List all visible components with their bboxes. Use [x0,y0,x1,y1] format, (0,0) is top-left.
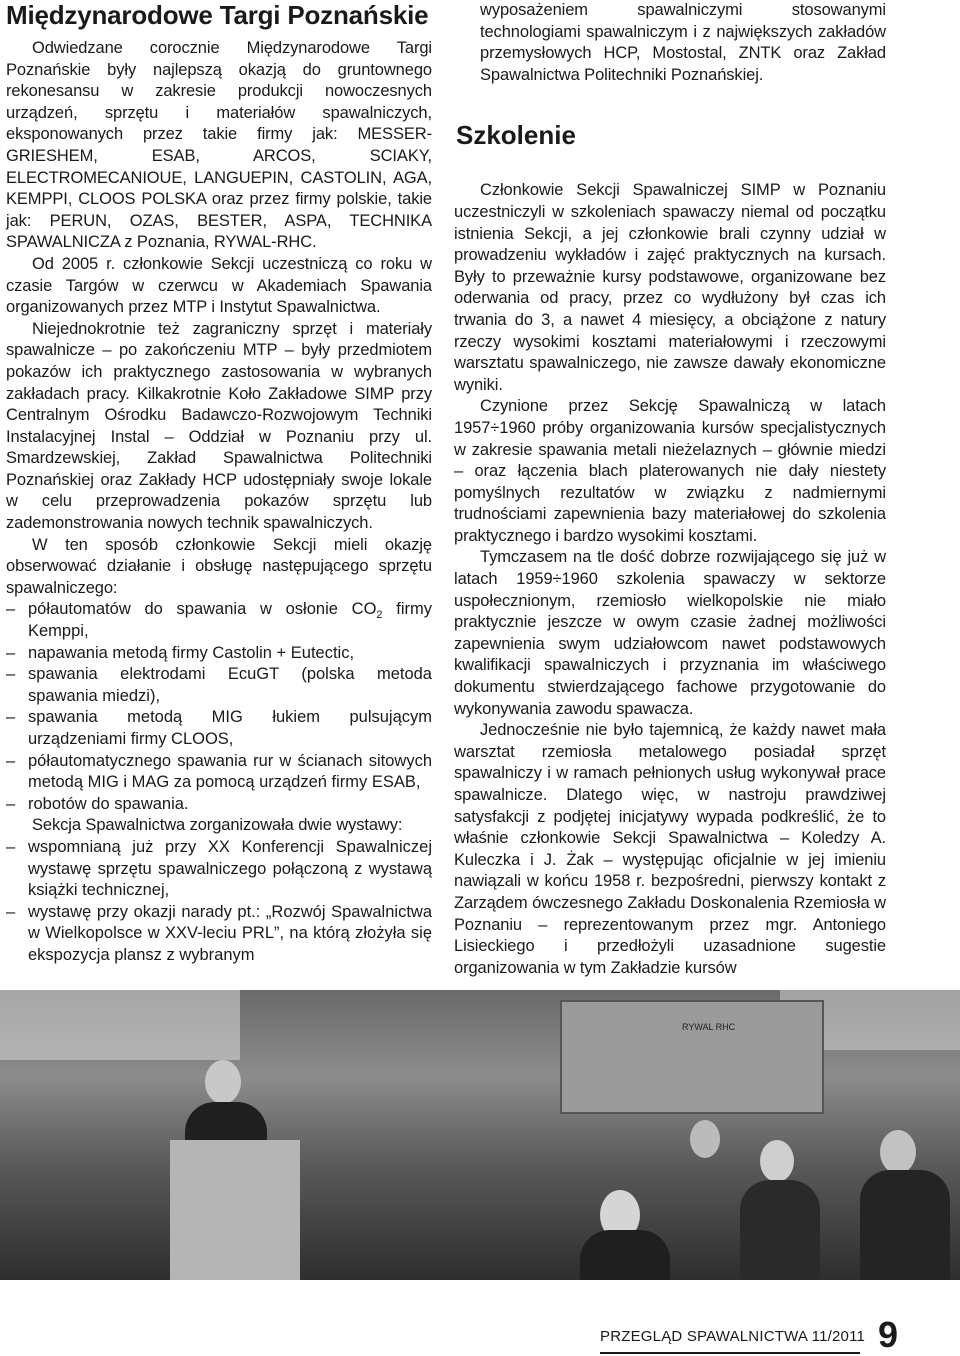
exhibitions-list [6,837,432,967]
lectern [170,1140,300,1280]
list-item: – półautomatów do spawania w osłonie $CO_2$ firmy Kemppi, [6,599,432,642]
paragraph: Niejednokrotnie też zagraniczny sprzęt i materiały spawalnicze – po zakończeniu MTP – były przedmiotem pokazów ich praktycznego zastosowania w wybranych zakładach pracy. Kilkakrotnie Koło Zakładowe SIMP przy Centralnym Ośrodku Badawczo-Rozwojowym Techniki Instalacyjnej Instal – Oddział w Poznaniu przy ul. Smardzewskiej, Zakład Spawalnictwa Politechniki Poznańskiej oraz Zakłady HCP udostępniały swoje lokale w celu przeprowadzenia pokazów sprzętu lub zademonstrowania nowych technik spawalniczych. [6,319,432,533]
list-item: – wystawę przy okazji narady pt.: „Rozwój Spawalnictwa w Wielkopolsce w XXV-leciu PRL”, na którą złożyła się ekspozycja plansz z wybranym [6,902,432,967]
poster-board [560,1000,824,1114]
list-item: – napawania metodą firmy Castolin + Eutectic, [6,643,432,665]
list-item: – półautomatycznego spawania rur w ścianach sitowych metodą MIG i MAG za pomocą urządzeń firmy ESAB, [6,751,432,794]
paragraph: Członkowie Sekcji Spawalniczej SIMP w Poznaniu uczestniczyli w szkoleniach spawaczy niemal od początku istnienia Sekcji, a jej członkowie brali czynny udział w prowadzeniu wykładów i zajęć praktycznych na kursach. Były to przeważnie kursy podstawowe, organizowane bez oderwania od pracy, przez co wydłużony był czas ich trwania do 3, a nawet 4 miesięcy, a obciążone z natury rzeczy wysokimi kosztami materiałowymi i rzeczowymi warsztatu spawalniczego, nie zawsze dawały ekonomiczne wyniki. [454,181,886,394]
subscript: 2 [376,609,383,622]
section-title: Szkolenie [456,120,576,150]
paragraph: wyposażeniem spawalniczymi stosowanymi technologiami spawalniczym i z największych zakładów przemysłowych HCP, Mostostal, ZNTK oraz Zakład Spawalnictwa Politechniki Poznańskiej. [480,1,886,84]
equipment-list [6,599,432,815]
paragraph: W ten sposób członkowie Sekcji mieli okazję obserwować działanie i obsługę następującego sprzętu spawalniczego: [6,535,432,597]
paragraph: Czynione przez Sekcję Spawalniczą w latach 1957÷1960 próby organizowania kursów specjalistycznych w zakresie spawania metali nieżelaznych – głównie miedzi – oraz łączenia blach platerowanych nie dały niestety pomyślnych rezultatów w związku z nadmiernymi trudnościami zapewnienia bazy materiałowej do szkolenia praktycznego i bardzo wysokimi kosztami. [454,397,886,545]
list-item: – robotów do spawania. [6,794,432,816]
left-column [6,0,432,967]
journal-name: PRZEGLĄD SPAWALNICTWA 11/2011 [600,1328,866,1345]
article-title: Międzynarodowe Targi Poznańskie [6,0,429,30]
paragraph: Sekcja Spawalnictwa zorganizowała dwie wystawy: [32,816,403,835]
paragraph: Tymczasem na tle dość dobrze rozwijającego się już w latach 1959÷1960 szkolenia spawaczy w sektorze uspołecznionym, rzemiosło wielkopolskie nie miało praktycznie jeszcze w owym czasie żadnej możliwości zapewnienia swym udziałowcom nawet podstawowych kwalifikacji spawalniczych i przyznania im właściwego dokumentu stwierdzającego fachowe przygotowanie do wykonywania zawodu spawacza. [454,548,886,718]
board-label: RYWAL RHC [682,1022,736,1032]
paragraph: Odwiedzane corocznie Międzynarodowe Targi Poznańskie były najlepszą okazją do gruntownego rekonesansu w zakresie produkcji nowoczesnych urządzeń, sprzętu i materiałów spawalniczych, eksponowanych przez takie firmy jak: MESSER-GRIESHEM, ESAB, ARCOS, SCIAKY, ELECTROMECANIOUE, LANGUEPIN, CASTOLIN, AGA, KEMPPI, CLOOS POLSKA oraz przez firmy polskie, takie jak: PERUN, OZAS, BESTER, ASPA, TECHNIKA SPAWALNICZA z Poznania, RYWAL-RHC. [6,39,432,252]
page-number: 9 [878,1314,899,1355]
paragraph: Od 2005 r. członkowie Sekcji uczestniczą co roku w czasie Targów w czerwcu w Akademiach Spawania organizowanych przez MTP i Instytut Spawalnictwa. [6,254,432,317]
footer-rule [600,1352,860,1354]
paragraph: Jednocześnie nie było tajemnicą, że każdy nawet mała warsztat rzemiosła metalowego posiadał sprzęt spawalniczy i w ramach pełnionych usług wykonywał prace spawalnicze. Dlatego więc, w nastroju prawdziwej satysfakcji z podjętej inicjatywy wypada podkreślić, że to właśnie członkowie Sekcji Spawalnictwa – Koledzy A. Kuleczka i J. Żak – występując oficjalnie w jej imieniu nawiązali w końcu 1958 r. bezpośredni, pierwszy kontakt z Zarządem ówczesnego Zakładu Doskonalenia Rzemiosła w Poznaniu – reprezentowanym przez mgr. Antoniego Lisieckiego i przedłożyli uzasadnione sugestie organizowania w tym Zakładzie kursów [454,721,886,977]
conference-photo [0,990,960,1280]
list-item: – wspomnianą już przy XX Konferencji Spawalniczej wystawę sprzętu spawalniczego połączoną z wystawą książki technicznej, [6,837,432,902]
list-item: – spawania metodą MIG łukiem pulsującym urządzeniami firmy CLOOS, [6,707,432,750]
page-footer [600,1314,960,1356]
list-item: – spawania elektrodami EcuGT (polska metoda spawania miedzi), [6,664,432,707]
right-column [454,0,886,979]
